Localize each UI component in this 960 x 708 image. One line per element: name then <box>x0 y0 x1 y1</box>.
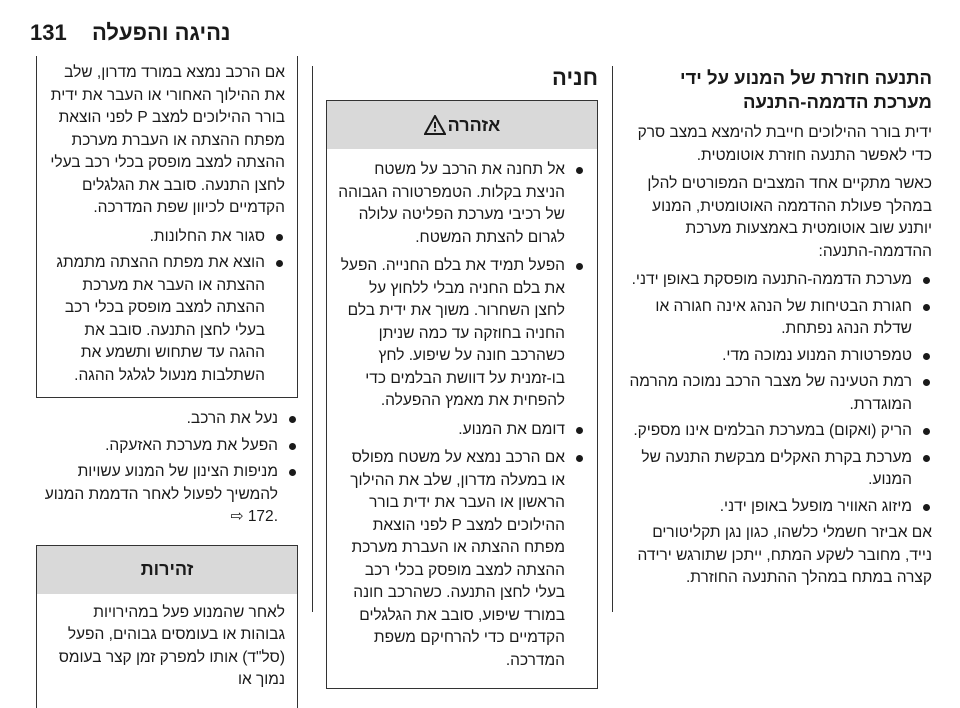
section-heading-auto-restart: התנעה חוזרת של המנוע על ידי מערכת הדממה-התנעה <box>679 67 932 112</box>
intro-paragraph: ידית בורר ההילוכים חייבת להימצא במצב סרק כדי לאפשר התנעה חוזרת אוטומטית. <box>637 124 932 164</box>
list-item: סגור את החלונות. <box>47 226 285 249</box>
conditions-intro: כאשר מתקיים אחד המצבים המפורטים להלן במהלך פעולת ההדממה האוטומטית, המנוע יותנע שוב אוטומטית באמצעות מערכת ההדממה-התנעה: <box>647 175 932 260</box>
warning-box <box>326 100 598 689</box>
chapter-title: נהיגה והפעלה <box>92 20 231 45</box>
list-item <box>36 461 298 529</box>
list-item: אל תחנה את הרכב על משטח הניצת בקלות. הטמפרטורה הגבוהה של רכיבי מערכת הפליטה עלולה לגרום להצתת המשטח. <box>337 159 585 249</box>
page-number: 131 <box>30 20 67 45</box>
continued-list <box>47 226 285 388</box>
page-header <box>0 0 960 56</box>
column-divider <box>312 66 313 612</box>
list-item: הריק (ואקום) במערכת הבלמים אינו מספיק. <box>626 420 932 443</box>
list-item: מערכת הדממה-התנעה מופסקת באופן ידני. <box>626 269 932 292</box>
caution-box-title <box>37 546 297 594</box>
arrow-right-icon: ⇨ <box>230 508 244 525</box>
caution-box <box>36 545 298 708</box>
page-reference[interactable]: ⇨ 172. <box>230 508 278 525</box>
fan-note-text: מניפות הצינון של המנוע עשויות להמשיך לפעול לאחר הדממת המנוע <box>44 463 278 503</box>
caution-box-body <box>37 594 297 708</box>
list-item: נעל את הרכב. <box>36 408 298 431</box>
list-item: הפעל את מערכת האזעקה. <box>36 435 298 458</box>
right-column <box>626 66 932 596</box>
column-divider <box>612 66 613 612</box>
left-column <box>36 56 298 708</box>
list-item: דומם את המנוע. <box>337 419 585 442</box>
warning-box-body <box>327 149 597 688</box>
list-item: מערכת בקרת האקלים מבקשת התנעה של המנוע. <box>626 447 932 492</box>
warning-box-continued <box>36 56 298 398</box>
list-item: חגורת הבטיחות של הנהג אינה חגורה או שדלת הנהג נפתחת. <box>626 296 932 341</box>
closing-paragraph: אם אביזר חשמלי כלשהו, כגון נגן תקליטורים נייד, מחובר לשקע המתח, ייתכן שתורגש ירידה קצרה במתח במהלך ההתנעה החוזרת. <box>637 524 932 586</box>
conditions-list <box>626 269 932 518</box>
warning-triangle-icon <box>424 115 446 135</box>
parking-steps-list <box>36 408 298 529</box>
list-item: אם הרכב נמצא על משטח מפולס או במעלה מדרון, שלב את ההילוך הראשון או העבר את ידית בורר ההילוכים למצב P לפני הוצאת מפתח ההצתה או העברת מערכת ההצתה למצב מופסק בכלי רכב בעלי לחצן התנעה. כשהרכב חונה במורד שיפוע, סובב את הגלגלים הקדמיים כדי להרחיקם משפת המדרכה. <box>337 447 585 672</box>
list-item: הוצא את מפתח ההצתה מתמתג ההצתה או העבר את מערכת ההצתה למצב מופסק בכלי רכב בעלי לחצן התנעה. סובב את ההגה עד שתחוש ותשמע את השתלבות מנעול לגלגל ההגה. <box>47 252 285 387</box>
middle-column <box>326 66 598 689</box>
section-heading-parking: חניה <box>552 65 598 90</box>
warning-box-title <box>327 101 597 149</box>
page-reference-number: 172 <box>247 508 274 525</box>
warning-title: אזהרה <box>447 114 501 135</box>
continued-paragraph: אם הרכב נמצא במורד מדרון, שלב את ההילוך האחורי או העבר את ידית בורר ההילוכים למצב P לפני הוצאת מפתח ההצתה או העברת מערכת ההצתה למצב מופסק בכלי רכב בעלי לחצן התנעה. סובב את הגלגלים הקדמיים לכיוון שפת המדרכה. <box>50 64 285 216</box>
caution-title: זהירות <box>140 559 194 580</box>
warning-list <box>337 159 585 672</box>
list-item: מיזוג האוויר מופעל באופן ידני. <box>626 496 932 519</box>
list-item: רמת הטעינה של מצבר הרכב נמוכה מהרמה המוגדרת. <box>626 371 932 416</box>
caution-text: לאחר שהמנוע פעל במהירויות גבוהות או בעומסים גבוהים, הפעל (סל"ד) אותו למפרק זמן קצר בעומס נמוך או <box>58 603 285 688</box>
list-item: טמפרטורת המנוע נמוכה מדי. <box>626 345 932 368</box>
list-item: הפעל תמיד את בלם החנייה. הפעל את בלם החניה מבלי ללחוץ על לחצן השחרור. משוך את ידית בלם החניה בחוזקה עד כמה שניתן כשהרכב חונה על שיפוע. לחץ בו-זמנית על דוושת הבלמים כדי להפחית את מאמץ ההפעלה. <box>337 255 585 413</box>
